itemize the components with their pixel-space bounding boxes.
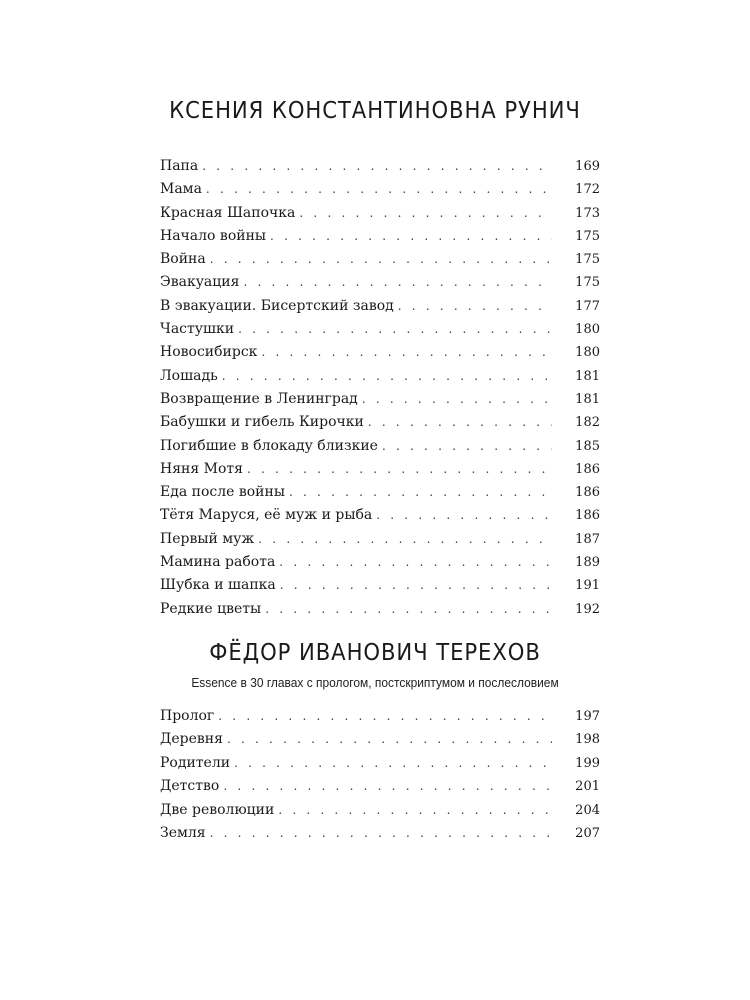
toc-entry-page-number: 187 bbox=[575, 531, 600, 547]
toc-entry-label: Няня Мотя bbox=[160, 460, 243, 477]
toc-entry-label: Еда после войны bbox=[160, 484, 285, 501]
section-title-terekhov: ФЁДОР ИВАНОВИЧ ТЕРЕХОВ bbox=[209, 640, 541, 666]
dot-leader bbox=[270, 225, 552, 248]
toc-entry bbox=[160, 155, 600, 178]
toc-entry-page-number: 181 bbox=[575, 391, 600, 407]
toc-entry-label: Погибшие в блокаду близкие bbox=[160, 437, 378, 454]
toc-entry-page-number: 199 bbox=[575, 755, 600, 771]
toc-entry-page-number: 180 bbox=[575, 345, 600, 361]
toc-entry bbox=[160, 271, 600, 294]
toc-entry-page-number: 192 bbox=[575, 601, 600, 617]
toc-entry-page-number: 175 bbox=[575, 275, 600, 291]
toc-entry-label: Эвакуация bbox=[160, 274, 240, 291]
toc-entry bbox=[160, 435, 600, 458]
dot-leader bbox=[265, 598, 552, 621]
dot-leader bbox=[398, 295, 552, 318]
toc-entry-page-number: 186 bbox=[575, 508, 600, 524]
toc-entry-label: Новосибирск bbox=[160, 344, 258, 361]
dot-leader bbox=[210, 248, 552, 271]
toc-entry bbox=[160, 598, 600, 621]
dot-leader bbox=[238, 318, 552, 341]
toc-entry bbox=[160, 202, 600, 225]
toc-entry-page-number: 173 bbox=[575, 205, 600, 221]
toc-entry bbox=[160, 775, 600, 798]
dot-leader bbox=[258, 528, 552, 551]
toc-entry-page-number: 197 bbox=[575, 709, 600, 724]
dot-leader bbox=[234, 752, 552, 775]
dot-leader bbox=[227, 728, 552, 751]
toc-entry bbox=[160, 799, 600, 822]
toc-entry bbox=[160, 295, 600, 318]
dot-leader bbox=[218, 705, 552, 728]
dot-leader bbox=[247, 458, 552, 481]
toc-entry-label: Земля bbox=[160, 824, 206, 841]
toc-entry-label: Шубка и шапка bbox=[160, 577, 276, 594]
dot-leader bbox=[202, 155, 552, 178]
toc-entry-page-number: 207 bbox=[575, 825, 600, 841]
toc-entry-label: Возвращение в Ленинград bbox=[160, 390, 358, 407]
dot-leader bbox=[279, 551, 552, 574]
dot-leader bbox=[278, 799, 552, 822]
dot-leader bbox=[222, 365, 552, 388]
toc-list-runich bbox=[160, 155, 600, 621]
toc-entry-page-number: 177 bbox=[575, 298, 600, 314]
toc-entry bbox=[160, 225, 600, 248]
toc-entry-page-number: 186 bbox=[575, 461, 600, 477]
toc-entry-label: Редкие цветы bbox=[160, 600, 262, 617]
toc-list-terekhov bbox=[160, 705, 600, 845]
toc-entry bbox=[160, 388, 600, 411]
dot-leader bbox=[206, 178, 552, 201]
toc-entry-label: Мамина работа bbox=[160, 554, 276, 571]
toc-entry-label: Папа bbox=[160, 158, 199, 174]
toc-entry bbox=[160, 551, 600, 574]
dot-leader bbox=[210, 822, 552, 845]
toc-entry bbox=[160, 528, 600, 551]
toc-entry-page-number: 201 bbox=[575, 779, 600, 795]
toc-entry-label: Красная Шапочка bbox=[160, 204, 296, 221]
toc-entry bbox=[160, 504, 600, 527]
dot-leader bbox=[243, 271, 552, 294]
toc-entry-label: Пролог bbox=[160, 708, 215, 724]
toc-entry-label: Частушки bbox=[160, 321, 235, 338]
toc-entry bbox=[160, 481, 600, 504]
dot-leader bbox=[223, 775, 552, 798]
toc-entry-page-number: 175 bbox=[575, 252, 600, 268]
toc-entry bbox=[160, 705, 600, 728]
toc-entry-label: Родители bbox=[160, 754, 231, 771]
toc-entry bbox=[160, 365, 600, 388]
toc-entry-page-number: 169 bbox=[575, 159, 600, 174]
toc-entry bbox=[160, 248, 600, 271]
toc-entry bbox=[160, 574, 600, 597]
toc-entry-page-number: 189 bbox=[575, 555, 600, 571]
toc-entry bbox=[160, 458, 600, 481]
toc-entry-label: Лошадь bbox=[160, 367, 218, 384]
toc-entry-label: Начало войны bbox=[160, 227, 267, 244]
dot-leader bbox=[376, 504, 552, 527]
toc-entry-page-number: 186 bbox=[575, 485, 600, 501]
toc-entry-label: Детство bbox=[160, 778, 220, 795]
toc-entry-label: В эвакуации. Бисертский завод bbox=[160, 297, 394, 314]
toc-entry bbox=[160, 318, 600, 341]
toc-entry-page-number: 175 bbox=[575, 228, 600, 244]
toc-entry-page-number: 191 bbox=[575, 578, 600, 594]
toc-entry bbox=[160, 341, 600, 364]
dot-leader bbox=[362, 388, 552, 411]
toc-entry-page-number: 198 bbox=[575, 732, 600, 748]
toc-entry-label: Тётя Маруся, её муж и рыба bbox=[160, 507, 373, 524]
toc-entry bbox=[160, 822, 600, 845]
toc-entry-page-number: 180 bbox=[575, 322, 600, 338]
dot-leader bbox=[280, 574, 552, 597]
dot-leader bbox=[299, 202, 552, 225]
dot-leader bbox=[261, 341, 552, 364]
toc-entry-label: Бабушки и гибель Кирочки bbox=[160, 414, 364, 431]
toc-entry-label: Война bbox=[160, 251, 206, 268]
toc-entry bbox=[160, 411, 600, 434]
toc-entry bbox=[160, 752, 600, 775]
toc-entry bbox=[160, 178, 600, 201]
toc-entry-page-number: 172 bbox=[575, 182, 600, 198]
dot-leader bbox=[289, 481, 552, 504]
section-subtitle-terekhov: Essence в 30 главах с прологом, постскриптумом и послесловием bbox=[191, 675, 559, 690]
dot-leader bbox=[382, 435, 552, 458]
toc-entry-page-number: 204 bbox=[575, 802, 600, 818]
toc-entry-label: Деревня bbox=[160, 731, 223, 748]
toc-entry-page-number: 181 bbox=[575, 368, 600, 384]
toc-entry-label: Мама bbox=[160, 181, 202, 198]
toc-entry-page-number: 182 bbox=[575, 415, 600, 431]
toc-entry-label: Первый муж bbox=[160, 530, 255, 547]
toc-entry bbox=[160, 728, 600, 751]
toc-entry-label: Две революции bbox=[160, 801, 275, 818]
dot-leader bbox=[368, 411, 552, 434]
toc-entry-page-number: 185 bbox=[575, 438, 600, 454]
section-title-runich: КСЕНИЯ КОНСТАНТИНОВНА РУНИЧ bbox=[169, 98, 581, 124]
